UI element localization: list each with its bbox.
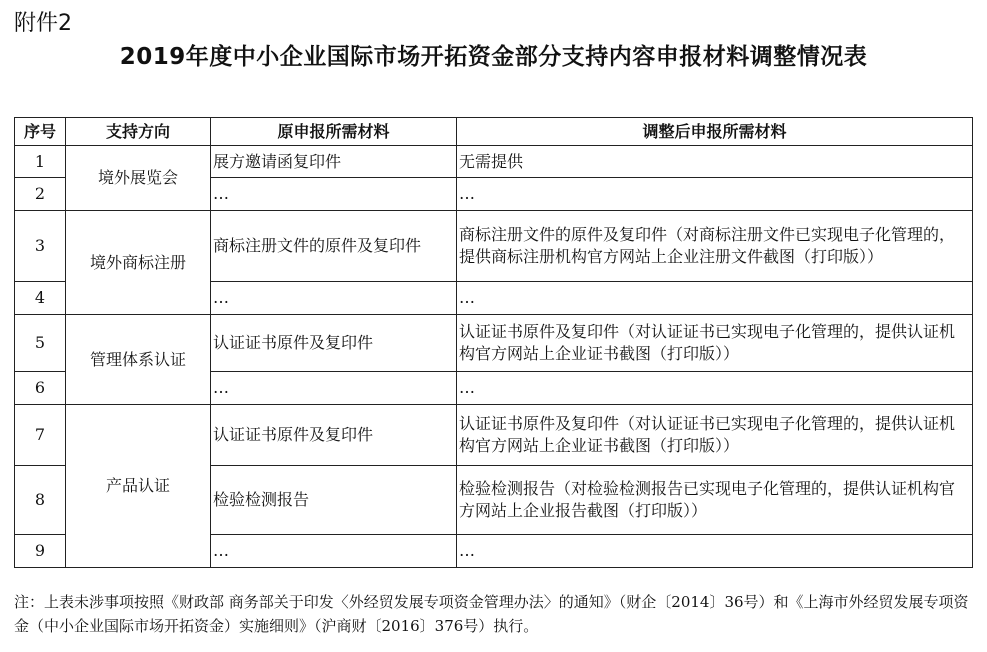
adjusted-materials-cell: …: [457, 282, 973, 315]
table-row: [15, 211, 973, 282]
row-number: 8: [15, 466, 66, 535]
original-materials-cell: 商标注册文件的原件及复印件: [211, 211, 457, 282]
direction-cell: 管理体系认证: [66, 315, 211, 405]
original-materials-cell: 认证证书原件及复印件: [211, 315, 457, 372]
table-row: [15, 405, 973, 466]
materials-table: [14, 117, 973, 568]
row-number: 3: [15, 211, 66, 282]
direction-cell: 产品认证: [66, 405, 211, 568]
adjusted-materials-cell: …: [457, 178, 973, 211]
adjusted-materials-cell: 认证证书原件及复印件（对认证证书已实现电子化管理的，提供认证机构官方网站上企业证书截图（打印版））: [457, 315, 973, 372]
column-header-original-materials: 原申报所需材料: [211, 118, 457, 146]
original-materials-cell: …: [211, 535, 457, 568]
original-materials-cell: …: [211, 178, 457, 211]
original-materials-cell: …: [211, 372, 457, 405]
table-row: [15, 315, 973, 372]
footnote: 注：上表未涉事项按照《财政部 商务部关于印发〈外经贸发展专项资金管理办法〉的通知》（财企〔2014〕36号）和《上海市外经贸发展专项资金（中小企业国际市场开拓资金）实施细则》（沪商财〔2016〕376号）执行。: [14, 593, 969, 635]
adjusted-materials-cell: 认证证书原件及复印件（对认证证书已实现电子化管理的，提供认证机构官方网站上企业证书截图（打印版））: [457, 405, 973, 466]
adjusted-materials-cell: …: [457, 372, 973, 405]
document-title: 2019年度中小企业国际市场开拓资金部分支持内容申报材料调整情况表: [119, 44, 868, 70]
adjusted-materials-cell: 检验检测报告（对检验检测报告已实现电子化管理的，提供认证机构官方网站上企业报告截图（打印版））: [457, 466, 973, 535]
column-header-adjusted-materials: 调整后申报所需材料: [457, 118, 973, 146]
row-number: 4: [15, 282, 66, 315]
row-number: 2: [15, 178, 66, 211]
column-header-direction: 支持方向: [66, 118, 211, 146]
original-materials-cell: 认证证书原件及复印件: [211, 405, 457, 466]
row-number: 6: [15, 372, 66, 405]
attachment-label: 附件2: [14, 11, 72, 36]
direction-cell: 境外展览会: [66, 146, 211, 211]
direction-cell: 境外商标注册: [66, 211, 211, 315]
row-number: 1: [15, 146, 66, 178]
adjusted-materials-cell: 无需提供: [457, 146, 973, 178]
table-header-row: [15, 118, 973, 146]
original-materials-cell: …: [211, 282, 457, 315]
original-materials-cell: 展方邀请函复印件: [211, 146, 457, 178]
row-number: 9: [15, 535, 66, 568]
row-number: 5: [15, 315, 66, 372]
row-number: 7: [15, 405, 66, 466]
table-row: [15, 146, 973, 178]
adjusted-materials-cell: …: [457, 535, 973, 568]
column-header-number: 序号: [15, 118, 66, 146]
original-materials-cell: 检验检测报告: [211, 466, 457, 535]
adjusted-materials-cell: 商标注册文件的原件及复印件（对商标注册文件已实现电子化管理的，提供商标注册机构官方网站上企业注册文件截图（打印版））: [457, 211, 973, 282]
